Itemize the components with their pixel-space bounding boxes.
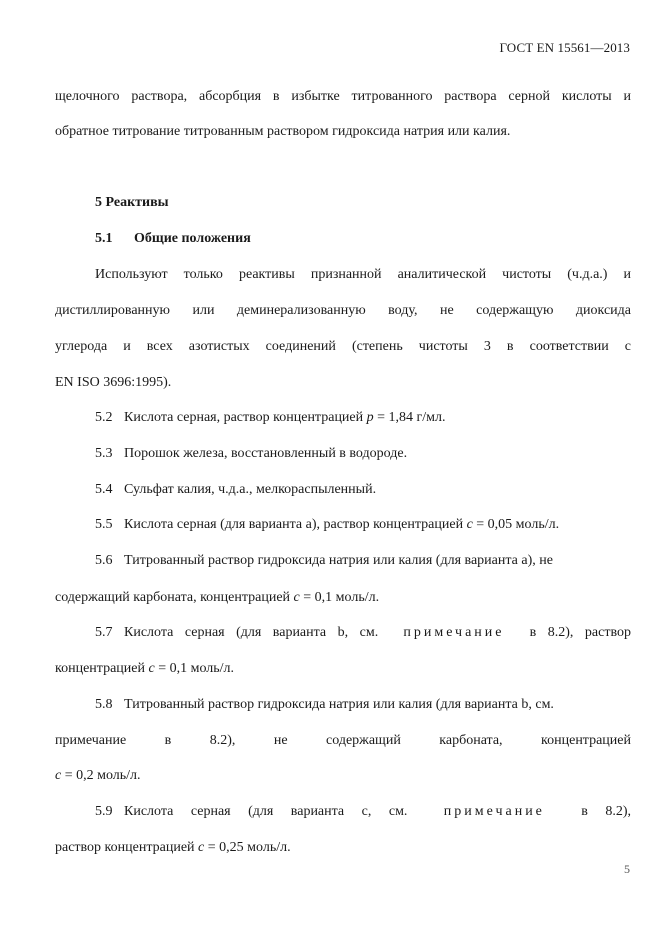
item-text: Титрованный раствор гидроксида натрия или калия (для варианта a), не: [124, 553, 553, 568]
item-5-9-line-2: [55, 839, 631, 857]
item-5-6-line-2: [55, 589, 631, 607]
item-5-6-line-1: [95, 552, 631, 570]
note-reference: примечание: [443, 804, 545, 819]
general-para-line-1: Используют только реактивы признанной аналитической чистоты (ч.д.а.) и: [95, 267, 631, 282]
item-5-4: [95, 481, 631, 499]
item-number: 5.6: [95, 553, 113, 568]
item-text: в 8.2),: [581, 804, 631, 819]
variable: c: [198, 840, 205, 855]
item-value: = 0,2 моль/л.: [61, 768, 141, 783]
note-reference: примечание: [403, 625, 505, 640]
item-text: Титрованный раствор гидроксида натрия или калия (для варианта b, см.: [124, 697, 554, 712]
item-number: 5.7: [95, 625, 113, 640]
item-value: = 0,05 моль/л.: [472, 517, 560, 532]
item-text: Сульфат калия, ч.д.а., мелкораспыленный.: [124, 482, 377, 497]
item-5-7-line-2: [55, 660, 631, 678]
item-value: = 0,1 моль/л.: [154, 661, 235, 676]
item-5-2: [95, 409, 631, 427]
item-5-8-line-2: примечание в 8.2), не содержащий карбоната, концентрацией: [55, 733, 631, 748]
item-value: = 0,25 моль/л.: [204, 840, 291, 855]
general-para-line-4: EN ISO 3696:1995).: [55, 375, 172, 390]
item-text: концентрацией: [55, 661, 145, 676]
intro-line-2: обратное титрование титрованным раствором гидроксида натрия или калия.: [55, 124, 511, 139]
item-text: раствор концентрацией: [55, 840, 195, 855]
item-text: Кислота серная (для варианта a), раствор концентрацией: [124, 517, 464, 532]
general-para-line-3: углерода и всех азотистых соединений (степень чистоты 3 в соответствии с: [55, 339, 631, 354]
page-number: 5: [624, 862, 630, 876]
item-text: содержащий карбоната, концентрацией: [55, 590, 291, 605]
subsection-heading: [95, 230, 631, 248]
item-text: Кислота серная (для варианта b, см.: [124, 625, 379, 640]
subsection-title: Общие положения: [134, 231, 251, 246]
item-number: 5.3: [95, 446, 113, 461]
item-number: 5.8: [95, 697, 113, 712]
item-value: = 0,1 моль/л.: [299, 590, 380, 605]
variable: c: [148, 661, 155, 676]
item-text: Кислота серная (для варианта с, см.: [124, 804, 408, 819]
item-5-5: [95, 516, 631, 534]
intro-line-1: щелочного раствора, абсорбция в избытке титрованного раствора серной кислоты и: [55, 89, 631, 104]
variable: c: [55, 768, 62, 783]
item-5-7-line-1: [95, 624, 631, 642]
item-text: Кислота серная, раствор концентрацией: [124, 410, 364, 425]
item-number: 5.4: [95, 482, 113, 497]
subsection-number: 5.1: [95, 231, 113, 246]
general-para-line-2: дистиллированную или деминерализованную воду, не содержащую диоксида: [55, 303, 631, 318]
variable: p: [366, 410, 374, 425]
item-5-3: [95, 445, 631, 463]
variable: c: [466, 517, 473, 532]
item-text: в 8.2), раствор: [529, 625, 631, 640]
section-title: 5 Реактивы: [95, 195, 169, 210]
item-number: 5.5: [95, 517, 113, 532]
item-5-8-line-3: [55, 767, 631, 785]
item-5-8-line-1: [95, 696, 631, 714]
item-value: = 1,84 г/мл.: [373, 410, 446, 425]
item-number: 5.9: [95, 804, 113, 819]
item-5-9-line-1: [95, 803, 631, 821]
item-number: 5.2: [95, 410, 113, 425]
variable: c: [293, 590, 300, 605]
item-text: Порошок железа, восстановленный в водороде.: [124, 446, 408, 461]
document-header: ГОСТ EN 15561—2013: [499, 40, 630, 55]
